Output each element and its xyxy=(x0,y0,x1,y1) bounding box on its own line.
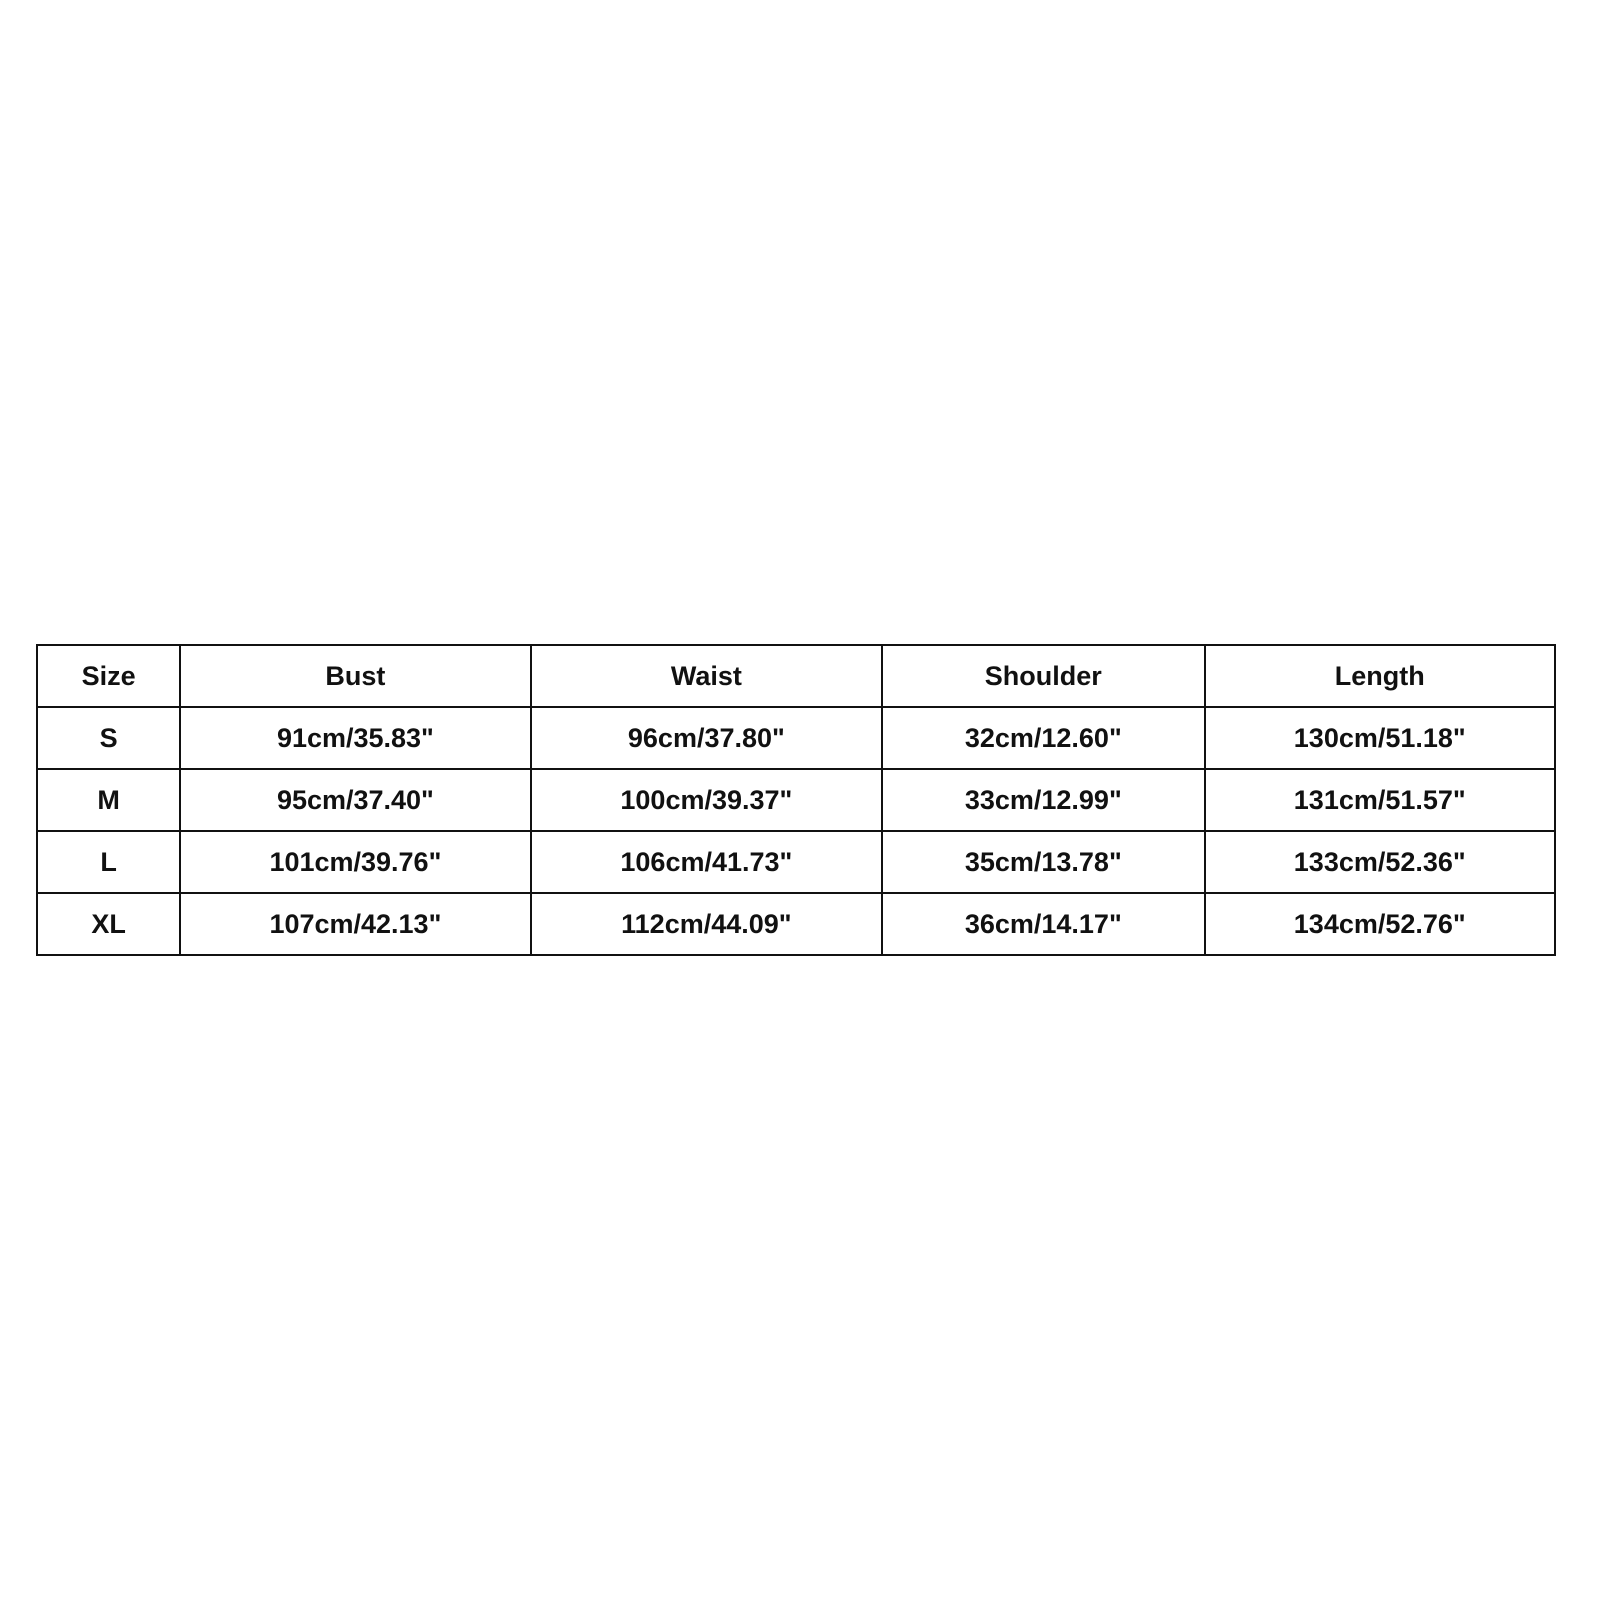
cell-waist: 112cm/44.09" xyxy=(531,893,882,955)
cell-shoulder: 32cm/12.60" xyxy=(882,707,1204,769)
cell-shoulder: 33cm/12.99" xyxy=(882,769,1204,831)
cell-size: L xyxy=(37,831,180,893)
cell-size: XL xyxy=(37,893,180,955)
cell-length: 133cm/52.36" xyxy=(1205,831,1555,893)
cell-bust: 101cm/39.76" xyxy=(180,831,530,893)
header-shoulder: Shoulder xyxy=(882,645,1204,707)
cell-bust: 95cm/37.40" xyxy=(180,769,530,831)
header-waist: Waist xyxy=(531,645,882,707)
cell-size: S xyxy=(37,707,180,769)
size-chart-table xyxy=(36,644,1556,956)
cell-bust: 91cm/35.83" xyxy=(180,707,530,769)
cell-length: 131cm/51.57" xyxy=(1205,769,1555,831)
table-row xyxy=(37,769,1555,831)
cell-length: 130cm/51.18" xyxy=(1205,707,1555,769)
cell-waist: 96cm/37.80" xyxy=(531,707,882,769)
cell-waist: 106cm/41.73" xyxy=(531,831,882,893)
cell-length: 134cm/52.76" xyxy=(1205,893,1555,955)
header-size: Size xyxy=(37,645,180,707)
header-bust: Bust xyxy=(180,645,530,707)
table-row xyxy=(37,893,1555,955)
cell-bust: 107cm/42.13" xyxy=(180,893,530,955)
header-length: Length xyxy=(1205,645,1555,707)
table-header-row xyxy=(37,645,1555,707)
cell-size: M xyxy=(37,769,180,831)
cell-shoulder: 36cm/14.17" xyxy=(882,893,1204,955)
cell-waist: 100cm/39.37" xyxy=(531,769,882,831)
table-row xyxy=(37,707,1555,769)
cell-shoulder: 35cm/13.78" xyxy=(882,831,1204,893)
table-row xyxy=(37,831,1555,893)
